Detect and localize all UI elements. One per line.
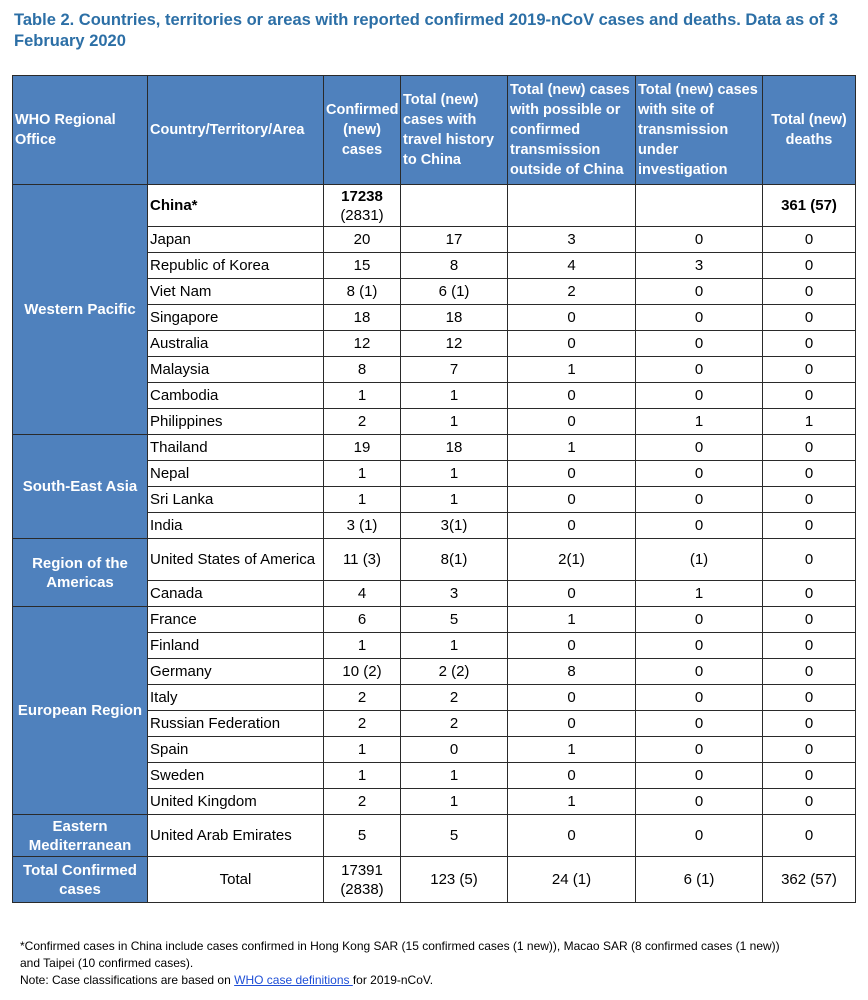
investigation-cell: 0 — [636, 383, 763, 409]
country-cell: France — [148, 607, 324, 633]
travel-cell: 1 — [401, 789, 508, 815]
country-cell: Thailand — [148, 435, 324, 461]
total-investigation: 6 (1) — [636, 857, 763, 903]
deaths-cell: 0 — [763, 357, 856, 383]
country-cell: Spain — [148, 737, 324, 763]
deaths-cell: 361 (57) — [763, 185, 856, 227]
investigation-cell: 0 — [636, 763, 763, 789]
investigation-cell: 0 — [636, 711, 763, 737]
confirmed-cell: 1 — [324, 487, 401, 513]
outside-cell: 2(1) — [508, 539, 636, 581]
travel-cell: 8(1) — [401, 539, 508, 581]
country-cell: United Arab Emirates — [148, 815, 324, 857]
country-cell: Republic of Korea — [148, 253, 324, 279]
confirmed-cell: 10 (2) — [324, 659, 401, 685]
country-cell: Sweden — [148, 763, 324, 789]
confirmed-cell: 3 (1) — [324, 513, 401, 539]
country-cell: Malaysia — [148, 357, 324, 383]
total-row — [13, 857, 856, 903]
country-cell: United Kingdom — [148, 789, 324, 815]
confirmed-cell: 12 — [324, 331, 401, 357]
country-cell: China* — [148, 185, 324, 227]
country-cell: Italy — [148, 685, 324, 711]
header-investigation: Total (new) cases with site of transmission under investigation — [636, 76, 763, 185]
outside-cell: 0 — [508, 581, 636, 607]
outside-cell: 0 — [508, 815, 636, 857]
who-case-definitions-link[interactable]: WHO case definitions — [234, 973, 353, 987]
outside-cell: 0 — [508, 409, 636, 435]
travel-cell: 2 — [401, 711, 508, 737]
outside-cell: 0 — [508, 685, 636, 711]
travel-cell — [401, 185, 508, 227]
investigation-cell: 0 — [636, 227, 763, 253]
outside-cell: 0 — [508, 305, 636, 331]
confirmed-cell: 1 — [324, 763, 401, 789]
investigation-cell: (1) — [636, 539, 763, 581]
travel-cell: 5 — [401, 815, 508, 857]
travel-cell: 1 — [401, 461, 508, 487]
region-total: Total Confirmed cases — [13, 857, 148, 903]
investigation-cell: 0 — [636, 487, 763, 513]
table-row — [13, 815, 856, 857]
total-confirmed-new: (2838) — [340, 880, 384, 898]
header-confirmed: Confirmed (new) cases — [324, 76, 401, 185]
total-label: Total — [148, 857, 324, 903]
travel-cell: 7 — [401, 357, 508, 383]
travel-cell: 8 — [401, 253, 508, 279]
confirmed-cell: 20 — [324, 227, 401, 253]
country-cell: Philippines — [148, 409, 324, 435]
outside-cell: 4 — [508, 253, 636, 279]
region-european: European Region — [13, 607, 148, 815]
total-confirmed — [324, 857, 401, 903]
investigation-cell: 0 — [636, 607, 763, 633]
outside-cell: 0 — [508, 513, 636, 539]
deaths-cell: 0 — [763, 461, 856, 487]
deaths-cell: 0 — [763, 685, 856, 711]
country-cell: India — [148, 513, 324, 539]
outside-cell: 1 — [508, 435, 636, 461]
deaths-cell: 1 — [763, 409, 856, 435]
investigation-cell: 0 — [636, 633, 763, 659]
deaths-cell: 0 — [763, 711, 856, 737]
outside-cell: 0 — [508, 461, 636, 487]
footnote-line-1: *Confirmed cases in China include cases confirmed in Hong Kong SAR (15 confirmed cases (1 new)), Macao SAR (8 confirmed cases (1 new)) — [20, 939, 780, 953]
confirmed-total: 17238 — [341, 187, 383, 205]
confirmed-cell: 18 — [324, 305, 401, 331]
caption-line-2: February 2020 — [14, 32, 126, 50]
country-cell: Cambodia — [148, 383, 324, 409]
investigation-cell: 0 — [636, 789, 763, 815]
investigation-cell: 0 — [636, 279, 763, 305]
travel-cell: 17 — [401, 227, 508, 253]
outside-cell: 0 — [508, 331, 636, 357]
confirmed-cell: 6 — [324, 607, 401, 633]
note-suffix: for 2019-nCoV. — [352, 973, 434, 987]
deaths-cell: 0 — [763, 633, 856, 659]
deaths-cell: 0 — [763, 253, 856, 279]
travel-cell: 1 — [401, 383, 508, 409]
outside-cell: 1 — [508, 607, 636, 633]
outside-cell: 0 — [508, 383, 636, 409]
investigation-cell: 0 — [636, 659, 763, 685]
table-caption — [14, 10, 854, 52]
table-row — [13, 539, 856, 581]
total-outside: 24 (1) — [508, 857, 636, 903]
confirmed-cell: 4 — [324, 581, 401, 607]
deaths-cell: 0 — [763, 227, 856, 253]
travel-cell: 3 — [401, 581, 508, 607]
confirmed-cell: 11 (3) — [324, 539, 401, 581]
caption-line-1: Table 2. Countries, territories or areas with reported confirmed 2019-nCoV cases and deaths. Data as of 3 — [14, 11, 839, 29]
deaths-cell: 0 — [763, 763, 856, 789]
confirmed-cell: 5 — [324, 815, 401, 857]
travel-cell: 5 — [401, 607, 508, 633]
deaths-cell: 0 — [763, 435, 856, 461]
total-confirmed-count: 17391 — [341, 861, 383, 879]
outside-cell: 1 — [508, 357, 636, 383]
confirmed-cell: 8 — [324, 357, 401, 383]
region-western-pacific: Western Pacific — [13, 185, 148, 435]
region-eastern-mediterranean: Eastern Mediterranean — [13, 815, 148, 857]
country-cell: Sri Lanka — [148, 487, 324, 513]
travel-cell: 18 — [401, 305, 508, 331]
country-cell: Nepal — [148, 461, 324, 487]
confirmed-cell: 2 — [324, 789, 401, 815]
table-row — [13, 607, 856, 633]
outside-cell: 2 — [508, 279, 636, 305]
deaths-cell: 0 — [763, 607, 856, 633]
confirmed-cell: 1 — [324, 461, 401, 487]
outside-cell: 0 — [508, 633, 636, 659]
deaths-cell: 0 — [763, 331, 856, 357]
confirmed-cell: 1 — [324, 383, 401, 409]
travel-cell: 2 (2) — [401, 659, 508, 685]
confirmed-cell: 2 — [324, 409, 401, 435]
outside-cell: 1 — [508, 789, 636, 815]
confirmed-new: (2831) — [340, 206, 384, 224]
country-cell: Singapore — [148, 305, 324, 331]
deaths-cell: 0 — [763, 815, 856, 857]
travel-cell: 2 — [401, 685, 508, 711]
travel-cell: 18 — [401, 435, 508, 461]
deaths-cell: 0 — [763, 737, 856, 763]
outside-cell: 3 — [508, 227, 636, 253]
confirmed-cell: 1 — [324, 737, 401, 763]
region-americas: Region of the Americas — [13, 539, 148, 607]
investigation-cell: 0 — [636, 357, 763, 383]
confirmed-cell: 2 — [324, 685, 401, 711]
total-travel: 123 (5) — [401, 857, 508, 903]
header-outside: Total (new) cases with possible or confirmed transmission outside of China — [508, 76, 636, 185]
investigation-cell: 0 — [636, 513, 763, 539]
investigation-cell: 1 — [636, 581, 763, 607]
investigation-cell: 1 — [636, 409, 763, 435]
outside-cell: 0 — [508, 487, 636, 513]
deaths-cell: 0 — [763, 513, 856, 539]
deaths-cell: 0 — [763, 539, 856, 581]
travel-cell: 3(1) — [401, 513, 508, 539]
travel-cell: 1 — [401, 487, 508, 513]
country-cell: Russian Federation — [148, 711, 324, 737]
investigation-cell — [636, 185, 763, 227]
country-cell: Viet Nam — [148, 279, 324, 305]
investigation-cell: 0 — [636, 331, 763, 357]
travel-cell: 12 — [401, 331, 508, 357]
country-cell: United States of America — [148, 539, 324, 581]
investigation-cell: 0 — [636, 685, 763, 711]
investigation-cell: 0 — [636, 815, 763, 857]
travel-cell: 0 — [401, 737, 508, 763]
footnote-note — [20, 972, 860, 989]
header-country: Country/Territory/Area — [148, 76, 324, 185]
confirmed-cell — [324, 185, 401, 227]
country-cell: Germany — [148, 659, 324, 685]
country-cell: Japan — [148, 227, 324, 253]
outside-cell: 8 — [508, 659, 636, 685]
header-region: WHO Regional Office — [13, 76, 148, 185]
deaths-cell: 0 — [763, 487, 856, 513]
confirmed-cell: 15 — [324, 253, 401, 279]
header-deaths: Total (new) deaths — [763, 76, 856, 185]
confirmed-cell: 2 — [324, 711, 401, 737]
investigation-cell: 3 — [636, 253, 763, 279]
investigation-cell: 0 — [636, 305, 763, 331]
header-travel: Total (new) cases with travel history to China — [401, 76, 508, 185]
outside-cell: 0 — [508, 763, 636, 789]
confirmed-cell: 1 — [324, 633, 401, 659]
cases-table — [12, 75, 856, 903]
region-south-east-asia: South-East Asia — [13, 435, 148, 539]
table-row — [13, 185, 856, 227]
travel-cell: 1 — [401, 763, 508, 789]
country-cell: Canada — [148, 581, 324, 607]
investigation-cell: 0 — [636, 461, 763, 487]
outside-cell — [508, 185, 636, 227]
footnote-line-2: and Taipei (10 confirmed cases). — [20, 956, 194, 970]
deaths-cell: 0 — [763, 659, 856, 685]
outside-cell: 0 — [508, 711, 636, 737]
table-header-row — [13, 76, 856, 185]
footnote — [20, 938, 860, 989]
country-cell: Australia — [148, 331, 324, 357]
confirmed-cell: 8 (1) — [324, 279, 401, 305]
deaths-cell: 0 — [763, 581, 856, 607]
confirmed-cell: 19 — [324, 435, 401, 461]
outside-cell: 1 — [508, 737, 636, 763]
investigation-cell: 0 — [636, 737, 763, 763]
deaths-cell: 0 — [763, 789, 856, 815]
investigation-cell: 0 — [636, 435, 763, 461]
note-prefix: Note: Case classifications are based on — [20, 973, 235, 987]
deaths-cell: 0 — [763, 383, 856, 409]
country-cell: Finland — [148, 633, 324, 659]
table-row — [13, 435, 856, 461]
total-deaths: 362 (57) — [763, 857, 856, 903]
travel-cell: 6 (1) — [401, 279, 508, 305]
travel-cell: 1 — [401, 633, 508, 659]
deaths-cell: 0 — [763, 305, 856, 331]
travel-cell: 1 — [401, 409, 508, 435]
deaths-cell: 0 — [763, 279, 856, 305]
